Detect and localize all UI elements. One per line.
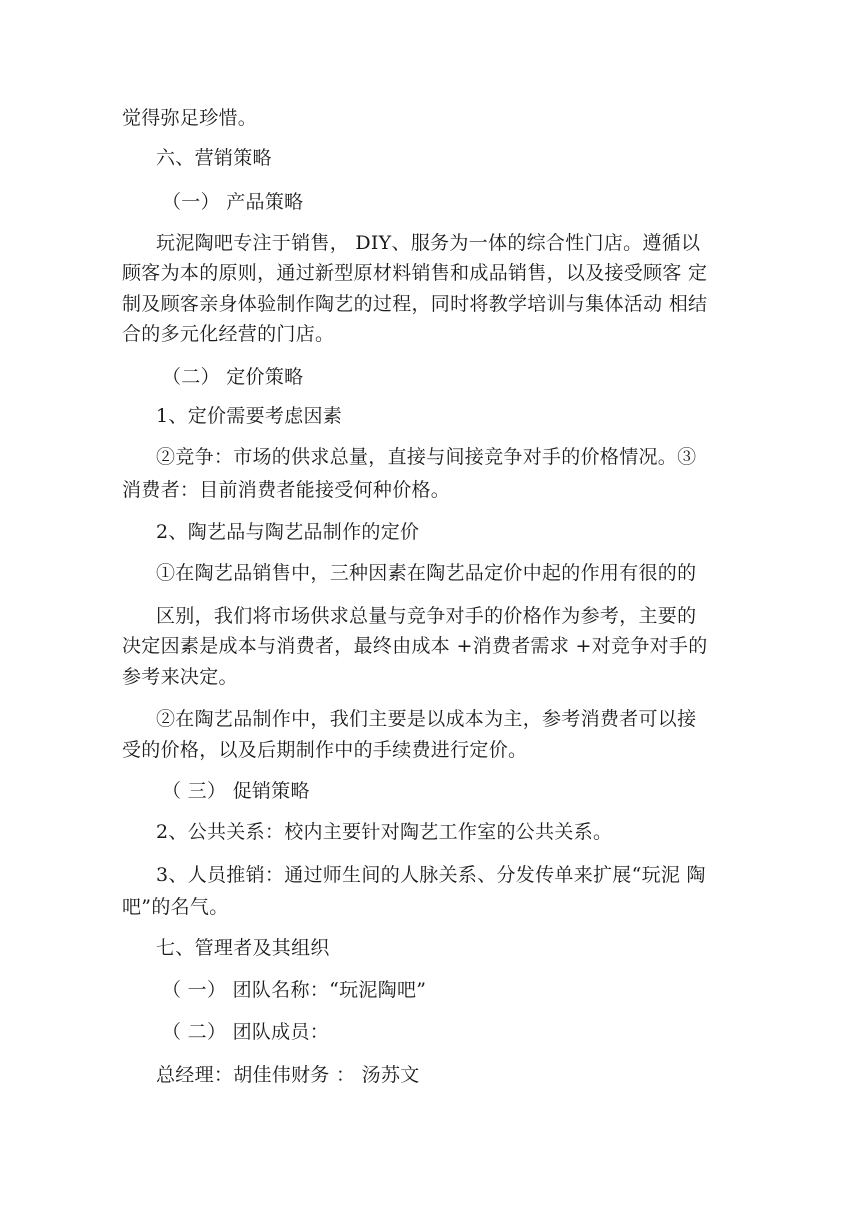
text-line: ②竞争：市场的供求总量，直接与间接竞争对手的价格情况。③ [156, 446, 697, 468]
subsection-heading-team-name: （ 一） 团队名称：“玩泥陶吧” [162, 979, 427, 1001]
text-line: 消费者：目前消费者能接受何种价格。 [122, 479, 451, 501]
text-line: 参考来决定。 [122, 666, 238, 688]
text-line: 吧”的名气。 [122, 896, 229, 918]
text-line: 觉得弥足珍惜。 [122, 107, 258, 129]
subsection-heading-pricing-strategy: （二） 定价策略 [162, 366, 304, 388]
text-line: 受的价格，以及后期制作中的手续费进行定价。 [122, 739, 528, 761]
text-line: ①在陶艺品销售中，三种因素在陶艺品定价中起的作用有很的的 [156, 562, 697, 584]
text-line: 制及顾客亲身体验制作陶艺的过程，同时将教学培训与集体活动 相结 [122, 293, 708, 315]
text-line: 区别，我们将市场供求总量与竞争对手的价格作为参考，主要的 [156, 605, 697, 627]
text-line: 3、人员推销：通过师生间的人脉关系、分发传单来扩展“玩泥 陶 [156, 864, 706, 886]
text-line: 总经理：胡佳伟财务 ： 汤苏文 [156, 1064, 420, 1086]
text-line: ②在陶艺品制作中，我们主要是以成本为主，参考消费者可以接 [156, 708, 697, 730]
text-line: 决定因素是成本与消费者，最终由成本 +消费者需求 +对竞争对手的 [122, 635, 708, 657]
text-line: 2、陶艺品与陶艺品制作的定价 [156, 521, 420, 543]
text-line: 顾客为本的原则，通过新型原材料销售和成品销售，以及接受顾客 定 [122, 262, 708, 284]
subsection-heading-promotion-strategy: （ 三） 促销策略 [162, 780, 310, 802]
text-line: 1、定价需要考虑因素 [156, 405, 343, 427]
section-heading-management: 七、管理者及其组织 [156, 937, 330, 959]
section-heading-marketing-strategy: 六、营销策略 [156, 147, 272, 169]
text-line: 玩泥陶吧专注于销售， DIY、服务为一体的综合性门店。遵循以 [156, 232, 701, 254]
text-line: 合的多元化经营的门店。 [122, 323, 335, 345]
subsection-heading-product-strategy: （一） 产品策略 [162, 191, 304, 213]
text-line: 2、公共关系：校内主要针对陶艺工作室的公共关系。 [156, 821, 613, 843]
subsection-heading-team-members: （ 二） 团队成员： [162, 1021, 330, 1043]
